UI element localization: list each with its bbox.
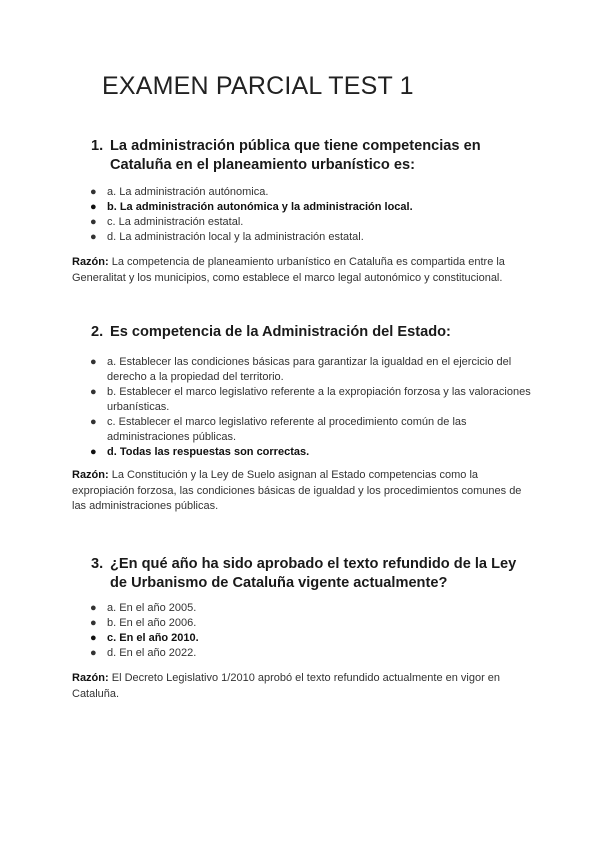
option-d: ● d. La administración local y la administración estatal. — [90, 231, 364, 243]
reason-label: Razón: — [72, 672, 109, 684]
bullet-icon: ● — [90, 386, 97, 398]
bullet-icon: ● — [90, 647, 97, 659]
bullet-icon: ● — [90, 186, 97, 198]
bullet-icon: ● — [90, 201, 97, 213]
reason-paragraph — [72, 255, 532, 286]
question-heading — [91, 323, 531, 342]
reason-label: Razón: — [72, 256, 109, 268]
reason-paragraph — [72, 468, 532, 515]
option-a: ● a. En el año 2005. — [90, 602, 197, 614]
bullet-icon: ● — [90, 446, 97, 458]
option-b-correct: ● b. La administración autonómica y la administración local. — [90, 201, 413, 213]
options-list — [87, 355, 537, 460]
options-list — [87, 185, 537, 245]
reason-text: La competencia de planeamiento urbanístico en Cataluña es compartida entre la Generalitat y los municipios, como establece el marco legal autonómico y constitucional. — [72, 256, 505, 284]
question-heading — [91, 137, 531, 175]
bullet-icon: ● — [90, 356, 97, 368]
exam-title: EXAMEN PARCIAL TEST 1 — [102, 72, 414, 100]
option-c: ● c. Establecer el marco legislativo referente al procedimiento común de las administraciones públicas. — [90, 416, 467, 443]
question-number: 3. — [91, 556, 104, 572]
bullet-icon: ● — [90, 617, 97, 629]
question-text: La administración pública que tiene competencias en Cataluña en el planeamiento urbanístico es: — [110, 138, 481, 173]
bullet-icon: ● — [90, 216, 97, 228]
option-a: ● a. Establecer las condiciones básicas para garantizar la igualdad en el ejercicio del derecho a la propiedad del territorio. — [90, 356, 512, 383]
reason-text: El Decreto Legislativo 1/2010 aprobó el texto refundido actualmente en vigor en Cataluña. — [72, 672, 501, 700]
option-c-correct: ● c. En el año 2010. — [90, 632, 199, 644]
bullet-icon: ● — [90, 632, 97, 644]
bullet-icon: ● — [90, 416, 97, 428]
option-a: ● a. La administración autónomica. — [90, 186, 269, 198]
option-d: ● d. En el año 2022. — [90, 647, 197, 659]
options-list — [87, 601, 537, 661]
option-c: ● c. La administración estatal. — [90, 216, 244, 228]
reason-paragraph — [72, 671, 532, 702]
question-number: 1. — [91, 138, 104, 154]
question-heading — [91, 555, 531, 593]
option-b: ● b. Establecer el marco legislativo referente a la expropiación forzosa y las valoraciones urbanísticas. — [90, 386, 531, 413]
question-text: ¿En qué año ha sido aprobado el texto refundido de la Ley de Urbanismo de Cataluña vigente actualmente? — [110, 556, 517, 591]
option-d-correct: ● d. Todas las respuestas son correctas. — [90, 446, 310, 458]
option-b: ● b. En el año 2006. — [90, 617, 197, 629]
question-number: 2. — [91, 324, 104, 340]
bullet-icon: ● — [90, 602, 97, 614]
question-text: Es competencia de la Administración del Estado: — [110, 324, 451, 340]
bullet-icon: ● — [90, 231, 97, 243]
reason-text: La Constitución y la Ley de Suelo asignan al Estado competencias como la expropiación forzosa, las condiciones básicas de igualdad y los procedimientos comunes de las administraciones públicas. — [72, 469, 522, 512]
reason-label: Razón: — [72, 469, 109, 481]
